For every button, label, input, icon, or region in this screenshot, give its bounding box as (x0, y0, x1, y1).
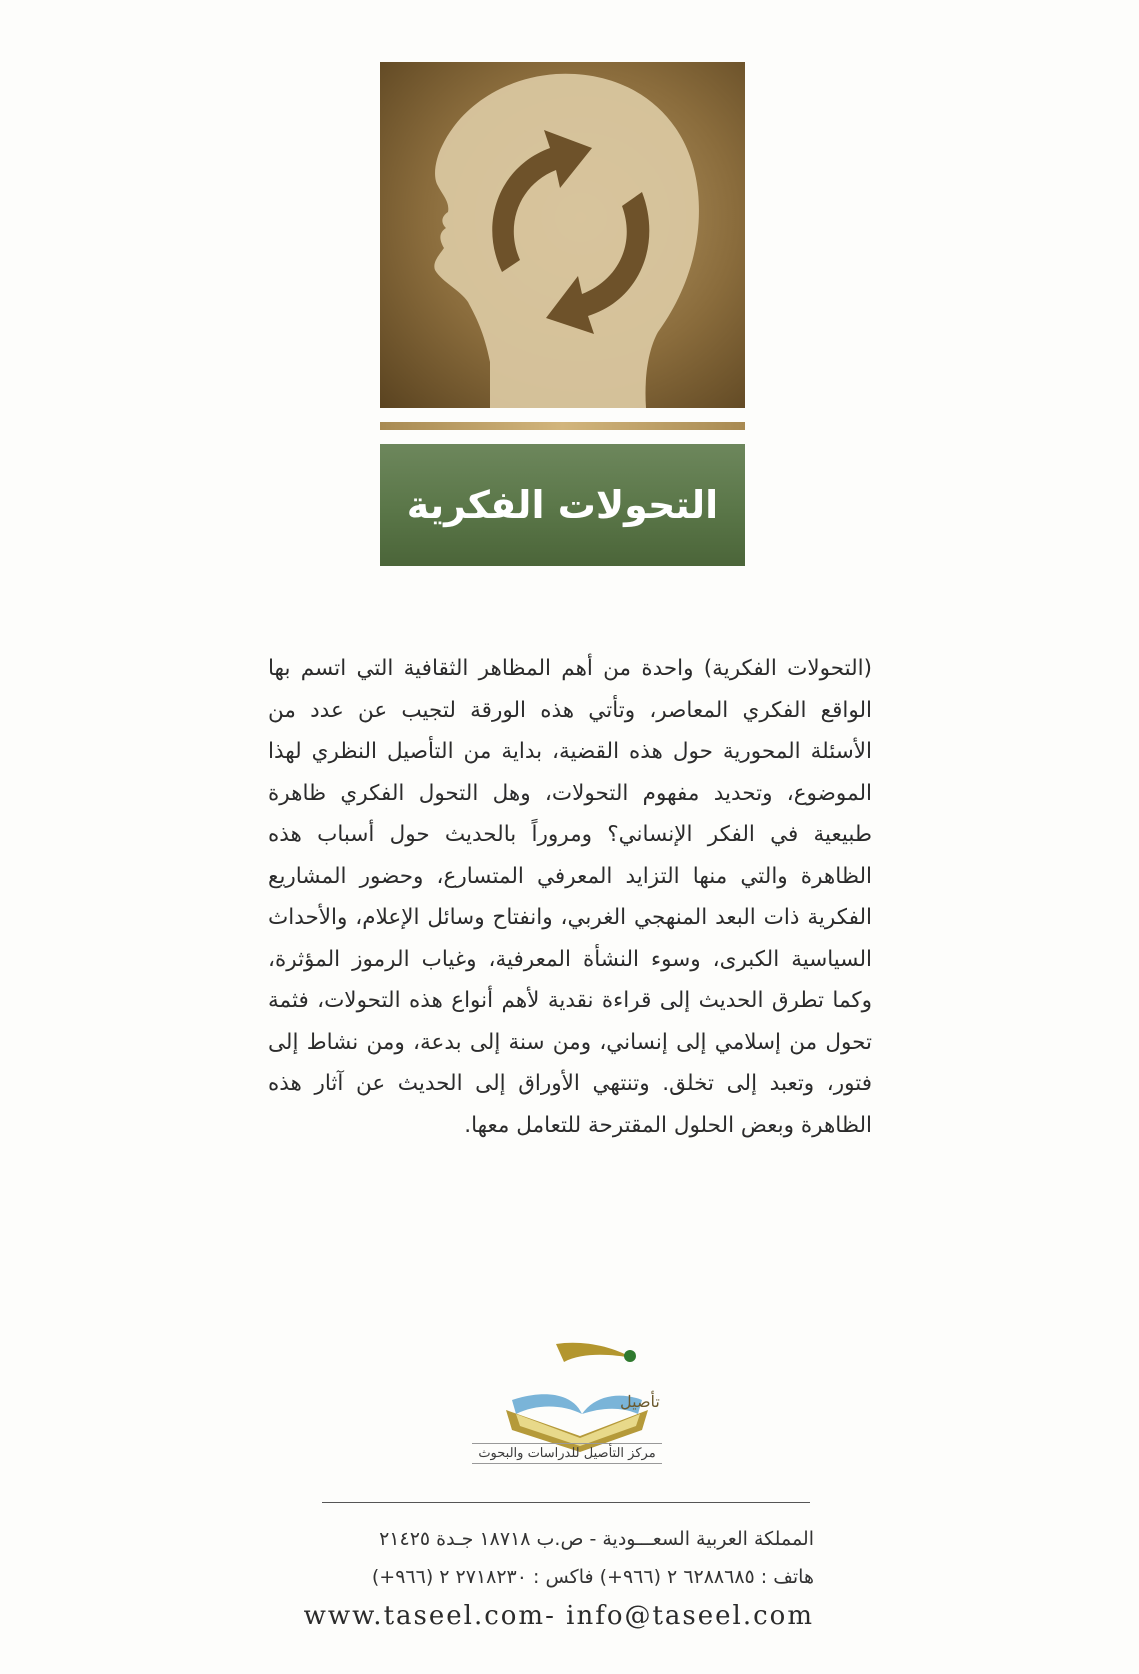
publisher-tagline: مركز التأصيل للدراسات والبحوث (472, 1443, 662, 1464)
contact-block (290, 1520, 814, 1636)
website-email[interactable]: www.taseel.com- info@taseel.com (303, 1601, 814, 1631)
back-cover-blurb: (التحولات الفكرية) واحدة من أهم المظاهر الثقافية التي اتسم بها الواقع الفكري المعاصر، وتأتي هذه الورقة لتجيب عن عدد من الأسئلة المحورية حول هذه القضية، بداية من التأصيل النظري لهذا الموضوع، وتحديد مفهوم التحولات، وهل التحول الفكري ظاهرة طبيعية في الفكر الإنساني؟ ومروراً بالحديث حول أسباب هذه الظاهرة والتي منها التزايد المعرفي المتسارع، وحضور المشاريع الفكرية ذات البعد المنهجي الغربي، وانفتاح وسائل الإعلام، والأحداث السياسية الكبرى، وسوء النشأة المعرفية، وغياب الرموز المؤثرة، وكما تطرق الحديث إلى قراءة نقدية لأهم أنواع هذه التحولات، فثمة تحول من إسلامي إلى إنساني، ومن سنة إلى بدعة، ومن نشاط إلى فتور، وتعبد إلى تخلق. وتنتهي الأوراق إلى الحديث عن آثار هذه الظاهرة وبعض الحلول المقترحة للتعامل معها. (268, 656, 872, 1138)
gold-divider (380, 422, 745, 430)
head-cycle-icon (380, 62, 745, 408)
cover-illustration (380, 62, 745, 408)
title-banner (380, 444, 745, 566)
footer-divider (322, 1502, 810, 1503)
postal-address: المملكة العربية السعـــودية - ص.ب ١٨٧١٨ جـدة ٢١٤٢٥ (379, 1528, 814, 1550)
head-silhouette (434, 74, 699, 408)
book-title: التحولات الفكرية (406, 483, 719, 527)
phone-fax: هاتف : ٦٢٨٨٦٨٥ ٢ (٩٦٦+) فاكس : ٢٧١٨٢٣٠ ٢ (٩٦٦+) (371, 1566, 814, 1588)
publisher-name: تأصيل (620, 1392, 660, 1411)
